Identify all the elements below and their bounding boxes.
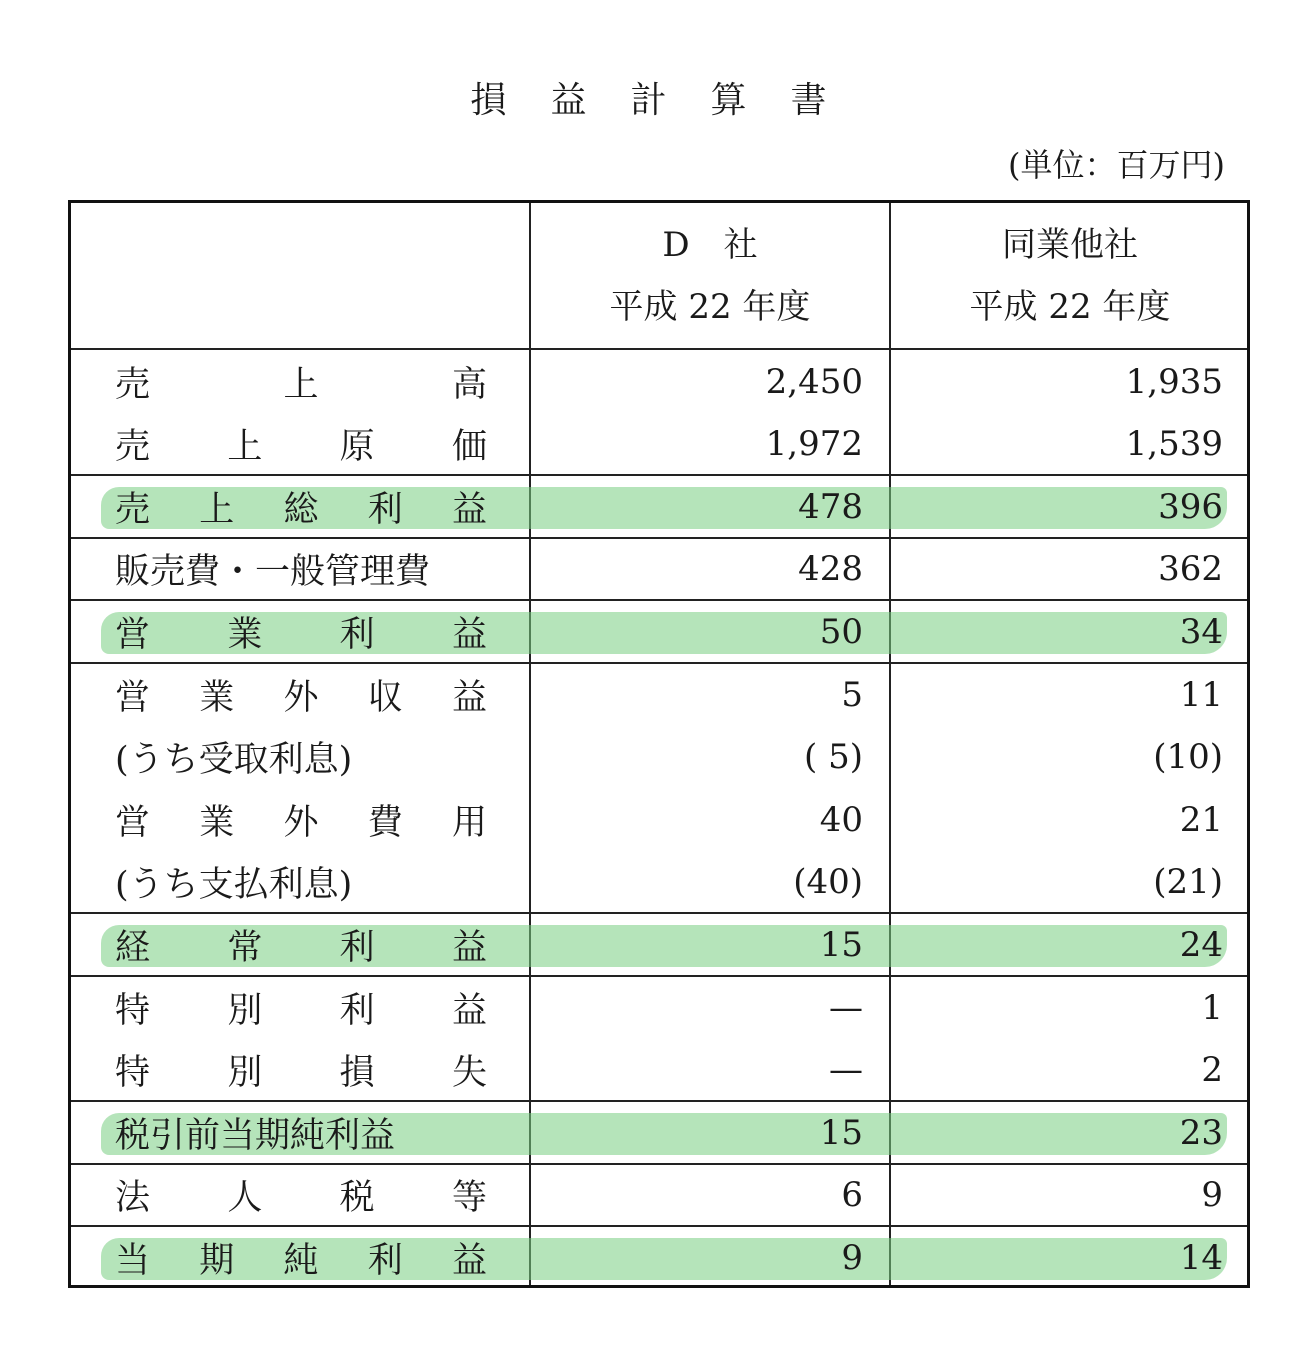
row-label-text: 益: [451, 614, 487, 655]
value-other-companies: 1,935: [1125, 361, 1223, 402]
row-label: [115, 913, 487, 976]
table-row: [71, 788, 1247, 851]
value-d-company: 40: [819, 799, 863, 840]
table-row: [71, 600, 1247, 663]
table-row: [71, 976, 1247, 1039]
row-label-text: 純: [283, 1240, 319, 1281]
value-other-companies: 23: [1179, 1112, 1223, 1153]
header-other-companies-name: 同業他社: [1002, 225, 1138, 265]
row-label: [115, 1101, 487, 1164]
income-statement-table: [68, 200, 1250, 1288]
row-divider: [71, 1225, 1247, 1227]
table-row: [71, 1101, 1247, 1164]
row-label-text: 当: [115, 1240, 151, 1281]
row-divider: [71, 1163, 1247, 1165]
row-label-text: 失: [451, 1053, 487, 1094]
row-label-text: 原: [339, 427, 375, 468]
row-label-text: 人: [227, 1178, 263, 1219]
row-divider: [71, 599, 1247, 601]
value-d-company: 1,972: [765, 424, 863, 465]
table-row: [71, 663, 1247, 726]
value-d-company: 6: [841, 1175, 863, 1216]
row-label-text: 上: [283, 364, 319, 405]
value-d-company: 5: [841, 674, 863, 715]
row-label: [115, 851, 487, 914]
row-divider: [71, 662, 1247, 664]
row-label-text: 用: [451, 802, 487, 843]
row-label-text: 売: [115, 364, 151, 405]
row-label: [115, 413, 487, 476]
row-label-text: 高: [451, 364, 487, 405]
row-label-text: 価: [451, 427, 487, 468]
value-other-companies: 11: [1179, 674, 1223, 715]
row-label-text: 販売費・一般管理費: [115, 552, 431, 593]
row-label-text: 総: [283, 489, 319, 530]
row-label-text: (うち支払利息): [115, 865, 353, 906]
table-row: [71, 1039, 1247, 1102]
row-label-text: 業: [199, 802, 235, 843]
row-label-text: 経: [115, 927, 151, 968]
value-other-companies: 1: [1201, 987, 1223, 1028]
value-other-companies: (10): [1153, 737, 1223, 778]
row-label: [115, 1039, 487, 1102]
table-row: [71, 538, 1247, 601]
value-other-companies: 1,539: [1125, 424, 1223, 465]
value-d-company: 15: [819, 1112, 863, 1153]
row-label-text: 益: [451, 677, 487, 718]
row-label: [115, 1164, 487, 1227]
row-label-text: 利: [339, 614, 375, 655]
row-label-text: 収: [367, 677, 403, 718]
row-label-text: 売: [115, 427, 151, 468]
row-label: [115, 350, 487, 413]
value-d-company: 478: [798, 486, 863, 527]
value-d-company: ( 5): [804, 737, 863, 778]
header-d-company: [531, 203, 889, 349]
unit-label: (単位：百万円): [1008, 146, 1225, 184]
value-other-companies: 2: [1201, 1050, 1223, 1091]
value-other-companies: 14: [1179, 1237, 1223, 1278]
table-row: [71, 475, 1247, 538]
header-other-companies-year: 平成 22 年度: [969, 287, 1171, 327]
row-label: [115, 1226, 487, 1289]
row-label: [115, 475, 487, 538]
row-label-text: 別: [227, 1053, 263, 1094]
row-divider: [71, 474, 1247, 476]
row-label-text: 利: [367, 1240, 403, 1281]
row-label-text: 損: [339, 1053, 375, 1094]
row-label-text: 特: [115, 990, 151, 1031]
value-d-company: 428: [798, 549, 863, 590]
value-other-companies: 396: [1158, 486, 1223, 527]
row-divider: [71, 1100, 1247, 1102]
value-other-companies: 362: [1158, 549, 1223, 590]
table-row: [71, 1226, 1247, 1289]
value-other-companies: 24: [1179, 924, 1223, 965]
row-label-text: 外: [283, 677, 319, 718]
header-other-companies: [891, 203, 1249, 349]
row-label-text: 上: [199, 489, 235, 530]
row-label-text: 営: [115, 677, 151, 718]
value-d-company: (40): [793, 862, 863, 903]
row-label-text: 益: [451, 489, 487, 530]
value-d-company: 50: [819, 611, 863, 652]
row-label-text: 利: [339, 990, 375, 1031]
row-divider: [71, 537, 1247, 539]
value-d-company: —: [829, 987, 863, 1028]
value-other-companies: 21: [1179, 799, 1223, 840]
row-label-text: 売: [115, 489, 151, 530]
table-row: [71, 350, 1247, 413]
row-label-text: 税引前当期純利益: [115, 1115, 396, 1156]
row-label-text: 外: [283, 802, 319, 843]
value-other-companies: 9: [1201, 1175, 1223, 1216]
row-label-text: 特: [115, 1053, 151, 1094]
table-row: [71, 913, 1247, 976]
value-d-company: 2,450: [765, 361, 863, 402]
row-label: [115, 538, 487, 601]
statement-title: 損 益 計 算 書: [470, 80, 831, 121]
value-other-companies: (21): [1153, 862, 1223, 903]
row-label: [115, 726, 487, 789]
row-divider: [71, 975, 1247, 977]
row-label-text: 等: [451, 1178, 487, 1219]
row-label-text: 別: [227, 990, 263, 1031]
table-row: [71, 413, 1247, 476]
row-label-text: (うち受取利息): [115, 740, 353, 781]
value-d-company: —: [829, 1050, 863, 1091]
table-row: [71, 851, 1247, 914]
row-label-text: 益: [451, 927, 487, 968]
table-row: [71, 726, 1247, 789]
table-row: [71, 1164, 1247, 1227]
row-label-text: 利: [339, 927, 375, 968]
header-d-company-year: 平成 22 年度: [609, 287, 811, 327]
row-label: [115, 788, 487, 851]
row-label-text: 益: [451, 990, 487, 1031]
row-divider: [71, 912, 1247, 914]
row-label: [115, 600, 487, 663]
header-d-company-name: D 社: [662, 225, 758, 265]
row-label-text: 上: [227, 427, 263, 468]
row-label-text: 常: [227, 927, 263, 968]
row-label-text: 業: [227, 614, 263, 655]
row-label-text: 利: [367, 489, 403, 530]
row-label-text: 期: [199, 1240, 235, 1281]
value-d-company: 9: [841, 1237, 863, 1278]
row-label-text: 費: [367, 802, 403, 843]
row-label-text: 税: [339, 1178, 375, 1219]
row-label-text: 営: [115, 614, 151, 655]
value-d-company: 15: [819, 924, 863, 965]
row-label-text: 法: [115, 1178, 151, 1219]
row-label: [115, 976, 487, 1039]
row-label: [115, 663, 487, 726]
row-label-text: 業: [199, 677, 235, 718]
row-label-text: 営: [115, 802, 151, 843]
row-label-text: 益: [451, 1240, 487, 1281]
value-other-companies: 34: [1179, 611, 1223, 652]
